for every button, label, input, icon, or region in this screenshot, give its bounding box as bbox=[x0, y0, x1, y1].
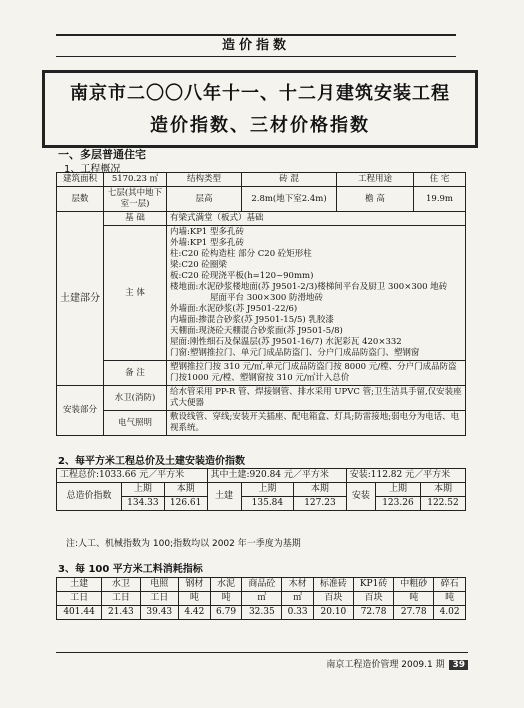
table-cell: 标准砖 bbox=[313, 578, 353, 592]
table-cell: 电气照明 bbox=[104, 411, 167, 436]
list-item: 屋面:刚性细石及保温层(苏 J9501-16/7) 水泥彩瓦 420×332 bbox=[170, 337, 402, 347]
table-cell: 有梁式满堂（板式）基础 bbox=[167, 212, 466, 226]
table-cell: 工日 bbox=[57, 592, 102, 606]
table-cell: 72.78 bbox=[353, 606, 393, 620]
table-cell: 0.33 bbox=[282, 606, 314, 620]
table-cell: 结构类型 bbox=[167, 173, 242, 187]
table-cell: 檐 高 bbox=[337, 187, 414, 212]
table-cell: 其中土建:920.84 元／平方米 bbox=[207, 469, 346, 483]
main-structure-list bbox=[167, 226, 466, 361]
table-cell: 127.23 bbox=[294, 497, 347, 511]
table-cell: 水泥 bbox=[210, 578, 242, 592]
table-cell: 2.8m(地下室2.4m) bbox=[242, 187, 337, 212]
table-cell: 给水管采用 PP-R 管、焊接钢管、排水采用 UPVC 管;卫生洁具手留,仅安装座式大便器 bbox=[167, 386, 466, 411]
table-cell: 工程用途 bbox=[337, 173, 414, 187]
table-cell: 135.84 bbox=[241, 497, 294, 511]
table-row bbox=[57, 483, 466, 497]
list-item: 外墙:KP1 型多孔砖 bbox=[170, 238, 245, 248]
table-cell: 401.44 bbox=[57, 606, 102, 620]
table-cell: 吨 bbox=[210, 592, 242, 606]
table-cell: 27.78 bbox=[394, 606, 434, 620]
table-cell: 20.10 bbox=[313, 606, 353, 620]
table-cell: 塑钢推拉门按 310 元/㎡,单元门成品防盗门按 8000 元/樘、分户门成品防盗门按1000 元/樘、塑钢窗按 310 元/㎡计入总价 bbox=[167, 361, 466, 386]
table-cell: ㎡ bbox=[242, 592, 282, 606]
title-box bbox=[42, 70, 478, 148]
consumption-table bbox=[56, 577, 466, 620]
title-line-1: 南京市二〇〇八年十一、十二月建筑安装工程 bbox=[70, 83, 450, 104]
table-cell: 安装:112.82 元／平方米 bbox=[346, 469, 465, 483]
table-cell: 碎石 bbox=[434, 578, 466, 592]
table-cell: 134.33 bbox=[122, 497, 165, 511]
table-cell: 电照 bbox=[140, 578, 178, 592]
table-cell: 水卫(消防) bbox=[104, 386, 167, 411]
table-cell: 本期 bbox=[164, 483, 207, 497]
table-cell: 工程总价:1033.66 元／平方米 bbox=[57, 469, 208, 483]
table-row bbox=[57, 411, 466, 436]
table-cell: 备 注 bbox=[104, 361, 167, 386]
footer-journal: 南京工程造价管理 2009.1 期 bbox=[326, 660, 445, 670]
table-cell: 七层(其中地下室一层) bbox=[104, 187, 167, 212]
note-text: 注:人工、机械指数为 100;指数均以 2002 年一季度为基期 bbox=[66, 539, 301, 549]
section1-sub: 1、工程概况 bbox=[64, 164, 121, 175]
table-cell: 4.42 bbox=[178, 606, 210, 620]
table-row bbox=[57, 386, 466, 411]
table-cell: 5170.23 ㎡ bbox=[104, 173, 167, 187]
table-cell: 本期 bbox=[420, 483, 465, 497]
footer-divider bbox=[56, 652, 468, 653]
table-cell: 基 础 bbox=[104, 212, 167, 226]
list-item: 柱:C20 砼构造柱 部分 C20 砼矩形柱 bbox=[170, 249, 312, 259]
table-cell: 建筑面积 bbox=[57, 173, 104, 187]
section-label-install: 安装部分 bbox=[57, 386, 104, 436]
table-cell: ㎡ bbox=[282, 592, 314, 606]
table-cell: 4.02 bbox=[434, 606, 466, 620]
table-cell: 32.35 bbox=[242, 606, 282, 620]
table-cell: 木材 bbox=[282, 578, 314, 592]
table-row bbox=[57, 361, 466, 386]
title-line-2: 造价指数、三材价格指数 bbox=[150, 115, 370, 136]
table-cell: 土建 bbox=[57, 578, 102, 592]
list-item: 内墙:KP1 型多孔砖 bbox=[170, 227, 245, 237]
table-row bbox=[57, 592, 466, 606]
table-cell: 123.26 bbox=[375, 497, 420, 511]
table-cell: 吨 bbox=[178, 592, 210, 606]
table-cell: 上期 bbox=[375, 483, 420, 497]
footer bbox=[326, 657, 468, 670]
table-cell: 工日 bbox=[140, 592, 178, 606]
page-number: 39 bbox=[449, 660, 468, 670]
table-cell: 住 宅 bbox=[414, 173, 466, 187]
table-row bbox=[57, 606, 466, 620]
table-cell: 6.79 bbox=[210, 606, 242, 620]
table-cell: 层高 bbox=[167, 187, 242, 212]
table-row bbox=[57, 187, 466, 212]
table-cell: 本期 bbox=[294, 483, 347, 497]
table-cell: 39.43 bbox=[140, 606, 178, 620]
table-cell: 土建 bbox=[207, 483, 241, 511]
table-row bbox=[57, 173, 466, 187]
table-cell: 水卫 bbox=[102, 578, 140, 592]
table-row bbox=[57, 469, 466, 483]
table-cell: 126.61 bbox=[164, 497, 207, 511]
table-cell: 上期 bbox=[122, 483, 165, 497]
table-cell: 总造价指数 bbox=[57, 483, 122, 511]
table-cell: 吨 bbox=[394, 592, 434, 606]
table-cell: 吨 bbox=[434, 592, 466, 606]
table-cell: 百块 bbox=[353, 592, 393, 606]
table-cell: 层数 bbox=[57, 187, 104, 212]
overview-table bbox=[56, 172, 466, 436]
table-cell: 砖 混 bbox=[242, 173, 337, 187]
section2-heading: 2、每平方米工程总价及土建安装造价指数 bbox=[58, 456, 245, 467]
section1-heading: 一、多层普通住宅 bbox=[58, 148, 146, 161]
table-cell: 敷设线管、穿线;安装开关插座、配电箱盒、灯具;防雷接地;弱电分为电话、电视系统。 bbox=[167, 411, 466, 436]
table-cell: 上期 bbox=[241, 483, 294, 497]
table-row bbox=[57, 578, 466, 592]
cost-index-table bbox=[56, 468, 466, 511]
list-item: 外墙面:水泥砂浆(苏 J9501-22/6) bbox=[170, 304, 298, 314]
list-item: 屋面平台 300×300 防滑地砖 bbox=[210, 293, 323, 303]
table-row bbox=[57, 226, 466, 361]
section3-heading: 3、每 100 平方米工料消耗指标 bbox=[58, 564, 203, 575]
table-cell: 21.43 bbox=[102, 606, 140, 620]
table-cell: 中粗砂 bbox=[394, 578, 434, 592]
table-cell: 商品砼 bbox=[242, 578, 282, 592]
list-item: 梁:C20 砼圈梁 bbox=[170, 260, 227, 270]
table-cell: KP1砖 bbox=[353, 578, 393, 592]
list-item: 天棚面:现浇砼天棚混合砂浆面(苏 J9501-5/8) bbox=[170, 326, 343, 336]
list-item: 门窗:塑钢推拉门、单元门成品防盗门、分户门成品防盗门、塑钢窗 bbox=[170, 348, 420, 358]
table-row bbox=[57, 212, 466, 226]
table-cell: 安装 bbox=[346, 483, 375, 511]
list-item: 板:C20 砼现浇平板(h=120~90mm) bbox=[170, 271, 314, 281]
table-cell: 钢材 bbox=[178, 578, 210, 592]
list-item: 楼地面:水泥砂浆楼地面(苏 J9501-2/3)楼梯间平台及厨卫 300×300 地砖 bbox=[170, 282, 448, 292]
table-cell: 122.52 bbox=[420, 497, 465, 511]
table-cell: 百块 bbox=[313, 592, 353, 606]
table-cell: 工日 bbox=[102, 592, 140, 606]
table-cell: 19.9m bbox=[414, 187, 466, 212]
header-title: 造价指数 bbox=[56, 34, 456, 57]
table-cell: 主 体 bbox=[104, 226, 167, 361]
section-label-civil: 土建部分 bbox=[57, 212, 104, 386]
list-item: 内墙面:掺混合砂浆(苏 J9501-15/5) 乳胶漆 bbox=[170, 315, 334, 325]
